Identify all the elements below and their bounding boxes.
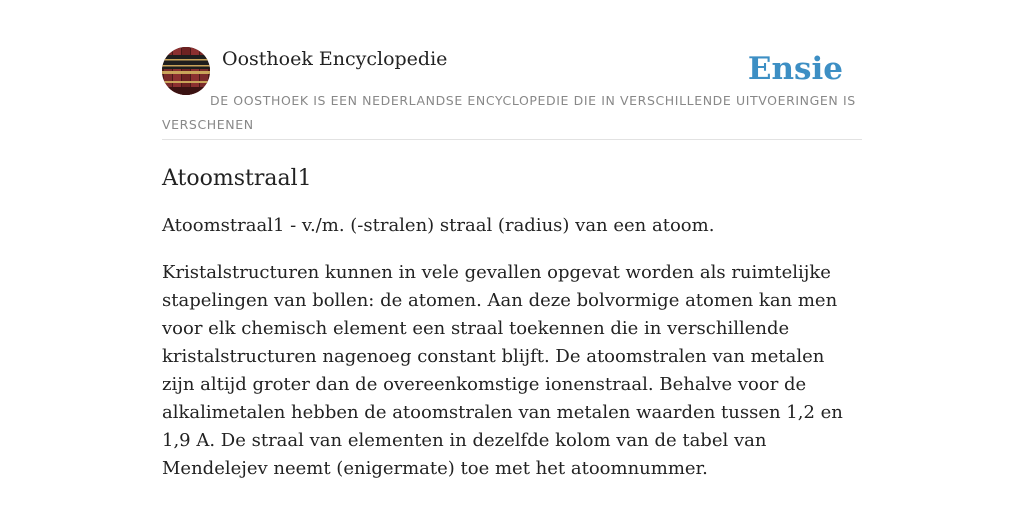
site-title[interactable]: Oosthoek Encyclopedie	[222, 48, 448, 70]
brand-logo[interactable]: Ensie	[747, 51, 843, 87]
encyclopedia-avatar[interactable]	[162, 47, 210, 95]
article-body: Kristalstructuren kunnen in vele gevallen opgevat worden als ruimtelijke stapelingen van bollen: de atomen. Aan deze bolvormige atomen kan men voor elk chemisch element een straal toekennen die in verschillende kristalstructuren nagenoeg constant blijft. De atoomstralen van metalen zijn altijd groter dan de overeenkomstige ionenstraal. Behalve voor de alkalimetalen hebben de atoomstralen van metalen waarden tussen 1,2 en 1,9 A. De straal van elementen in dezelfde kolom van de tabel van Mendelejev neemt (enigermate) toe met het atoomnummer.	[162, 262, 843, 479]
article	[162, 162, 862, 483]
book-spines-image	[162, 47, 210, 95]
site-header	[162, 45, 862, 140]
article-title: Atoomstraal1	[162, 166, 312, 191]
article-definition: Atoomstraal1 - v./m. (-stralen) straal (radius) van een atoom.	[162, 215, 715, 236]
site-tagline: DE OOSTHOEK IS EEN NEDERLANDSE ENCYCLOPEDIE DIE IN VERSCHILLENDE UITVOERINGEN IS VERSCHENEN	[162, 93, 856, 132]
